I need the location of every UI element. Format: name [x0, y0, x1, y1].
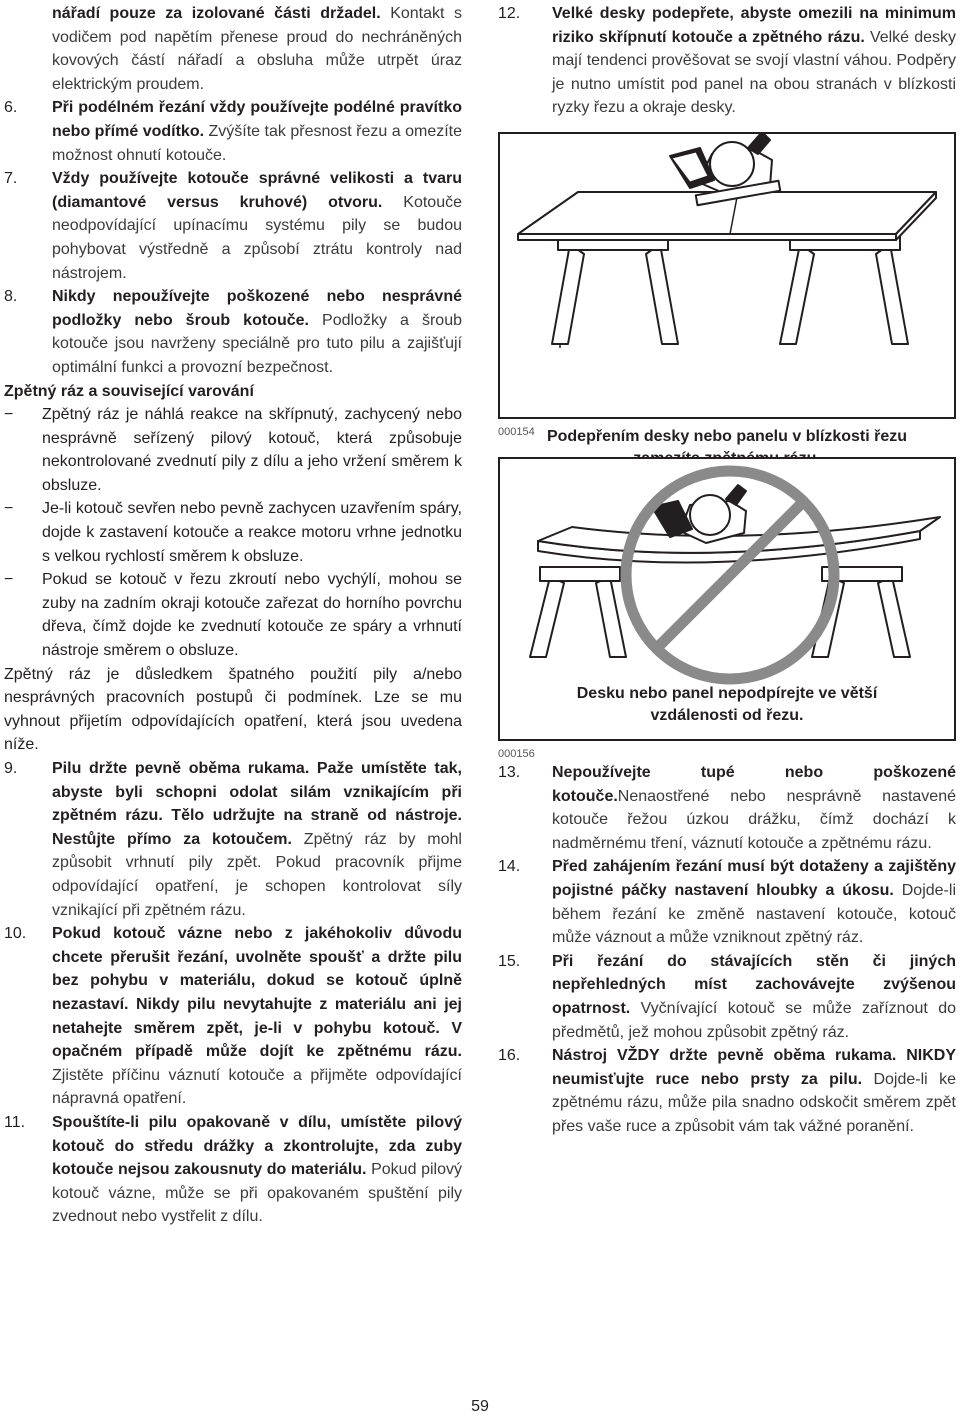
item-number: 13. [498, 763, 521, 781]
item-number: 15. [498, 952, 521, 970]
dash-mark: − [4, 571, 14, 589]
right-column [498, 2, 956, 1138]
item-bold: Nikdy nepoužívejte poškozené nebo nesprávné podložky nebo šroub kotouče. [52, 288, 462, 329]
item-bold: Nepoužívejte tupé nebo poškozené kotouče. [552, 763, 956, 805]
item-text: Zjistěte příčinu váznutí kotouče a přijměte odpovídající nápravná opatření. [52, 1066, 462, 1108]
item-text: Kotouče neodpovídající upínacímu systému pily se budou pohybovat výstředně a způsobí ztrátu kontroly nad nástrojem. [52, 193, 462, 282]
list-item-16 [498, 1044, 956, 1138]
item-text: Pokud pilový kotouč vázne, může se při opakovaném spuštění pily zvednout nebo vystřelit z dílu. [52, 1161, 462, 1226]
item-text: Kontakt s vodičem pod napětím přenese proud do nechráněných kovových částí nářadí a obsluha může utrpět úraz elektrickým proudem. [52, 5, 462, 93]
item-number: 7. [4, 170, 18, 188]
item-bold: Při řezání do stávajících stěn či jiných nepřehledných míst zachovávejte zvýšenou opatrnost. [552, 952, 956, 1017]
item-number: 14. [498, 858, 521, 876]
item-bold: Spouštíte-li pilu opakovaně v dílu, umístěte pilový kotouč do středu drážky a zkontrolujte, zda zuby kotouče nejsou zakousnuty do materiálu. [52, 1113, 462, 1179]
figure-code: 000156 [498, 747, 535, 760]
kickback-paragraph: Zpětný ráz je důsledkem špatného použití pily a/nebo nesprávných pracovních postupů či podmínek. Lze se mu vyhnout přijetím odpovídajících opatření, která jsou uvedena níže. [4, 665, 462, 754]
left-column [4, 2, 462, 1229]
item-number: 9. [4, 760, 18, 777]
dash-text: Pokud se kotouč v řezu zkroutí nebo vychýlí, mohou se zuby na zadním okraji kotouče zařezat do horního povrchu dřeva, čímž dojde ke zvednutí kotouče ze spáry a vrhnutí nástroje směrem o obsluze. [42, 571, 462, 660]
item-bold: Nástroj VŽDY držte pevně oběma rukama. NIKDY neumisťujte ruce nebo prsty za pilu. [552, 1047, 956, 1088]
item-text: Velké desky mají tendenci prověšovat se svojí vlastní váhou. Podpěry je nutno umístit pod panel na obou stranách v blízkosti ryzky řezu a okraje desky. [552, 28, 957, 117]
dash-item-1 [4, 403, 462, 497]
item-bold: Pokud kotouč vázne nebo z jakéhokoliv důvodu chcete přerušit řezání, uvolněte spoušť a držte pilu bez pohybu v materiálu, dokud se kotouč úplně nezastaví. Nikdy pilu nevytahujte z materiálu ani jej netahejte směrem zpět, je-li v pohybu kotouč. V opačném případě může dojít ke zpětnému rázu. [52, 925, 462, 1061]
list-item-7 [4, 167, 462, 285]
list-item-9 [4, 757, 462, 922]
item-bold: Před zahájením řezání musí být dotaženy a zajištěny pojistné páčky nastavení hloubky a úkosu. [552, 858, 956, 899]
section-heading: Zpětný ráz a související varování [4, 382, 254, 400]
item-bold: Pilu držte pevně oběma rukama. Paže umístěte tak, abyste byli schopni odolat silám vznikajícím při zpětném rázu. Tělo udržujte na straně od nástroje. Nestůjte přímo za kotoučem. [52, 760, 462, 848]
figure-code: 000154 [498, 425, 535, 438]
list-item-12 [498, 2, 956, 120]
dash-item-3 [4, 568, 462, 662]
item-bold: Vždy používejte kotouče správné velikosti a tvaru (diamantové versus kruhové) otvoru. [52, 170, 462, 211]
item-text: Dojde-li ke zpětnému rázu, může pila snadno odskočit směrem zpět přes vaše ruce a způsobit vám tak vážné poranění. [552, 1070, 956, 1135]
list-item-15 [498, 950, 956, 1044]
list-item-13 [498, 761, 956, 855]
item-number: 11. [4, 1113, 26, 1131]
dash-text: Je-li kotouč sevřen nebo pevně zachycen uzavřením spáry, dojde k zastavení kotouče a reakce motoru vrhne jednotku s velkou rychlostí směrem k obsluze. [42, 500, 462, 565]
item-text: Zpětný ráz by mohl způsobit vrhnutí pily zpět. Pokud pracovník přijme odpovídající opatření, je schopen kontrolovat síly vznikající při zpětném rázu. [52, 830, 462, 919]
list-item-8 [4, 285, 462, 379]
illustration-supported-board [500, 134, 954, 417]
item-bold: nářadí pouze za izolované části držadel. [52, 5, 381, 22]
figure-caption: Podepřením desky nebo panelu v blízkosti řezu [546, 427, 908, 445]
list-item-5-continued [4, 2, 462, 96]
item-number: 10. [4, 925, 27, 943]
list-item-10 [4, 922, 462, 1111]
dash-mark: − [4, 406, 14, 424]
item-bold: Velké desky podepřete, abyste omezili na minimum riziko skřípnutí kotouče a zpětného rázu. [552, 5, 956, 46]
dash-item-2 [4, 497, 462, 568]
list-item-11 [4, 1111, 462, 1229]
item-number: 8. [4, 288, 18, 306]
item-number: 16. [498, 1047, 521, 1065]
item-text: Nenaostřené nebo nesprávně nastavené kotouče řežou úzkou drážku, čímž dochází k nadměrnému tření, váznutí kotouče a zpětnému rázu. [552, 787, 956, 852]
list-item-14 [498, 855, 956, 949]
item-number: 12. [498, 5, 521, 22]
item-bold: Při podélném řezání vždy používejte podélné pravítko nebo přímé vodítko. [52, 99, 462, 140]
figure-unsupported-board [498, 457, 956, 741]
item-text: Dojde-li během řezání ke změně nastavení kotouče, kotouč může váznout a může vzniknout zpětný ráz. [552, 881, 956, 947]
figure-caption: Desku nebo panel nepodpírejte ve větší vzdálenosti od řezu. [576, 684, 878, 724]
item-text: Zvýšíte tak přesnost řezu a omezíte možnost ohnutí kotouče. [52, 122, 463, 164]
dash-mark: − [4, 500, 14, 518]
list-item-6 [4, 96, 462, 167]
dash-text: Zpětný ráz je náhlá reakce na skřípnutý, zachycený nebo nesprávně seřízený pilový kotouč, která způsobuje nekontrolované zvednutí pily z dílu a jeho vržení směrem k obsluze. [42, 406, 462, 494]
item-text: Vyčnívající kotouč se může zaříznout do předmětů, jež mohou způsobit zpětný ráz. [552, 999, 956, 1041]
page-number: 59 [471, 1398, 489, 1415]
item-text: Podložky a šroub kotouče jsou navrženy speciálně pro tuto pilu a zajišťují optimální funkci a provozní bezpečnost. [52, 311, 462, 376]
item-number: 6. [4, 99, 18, 117]
